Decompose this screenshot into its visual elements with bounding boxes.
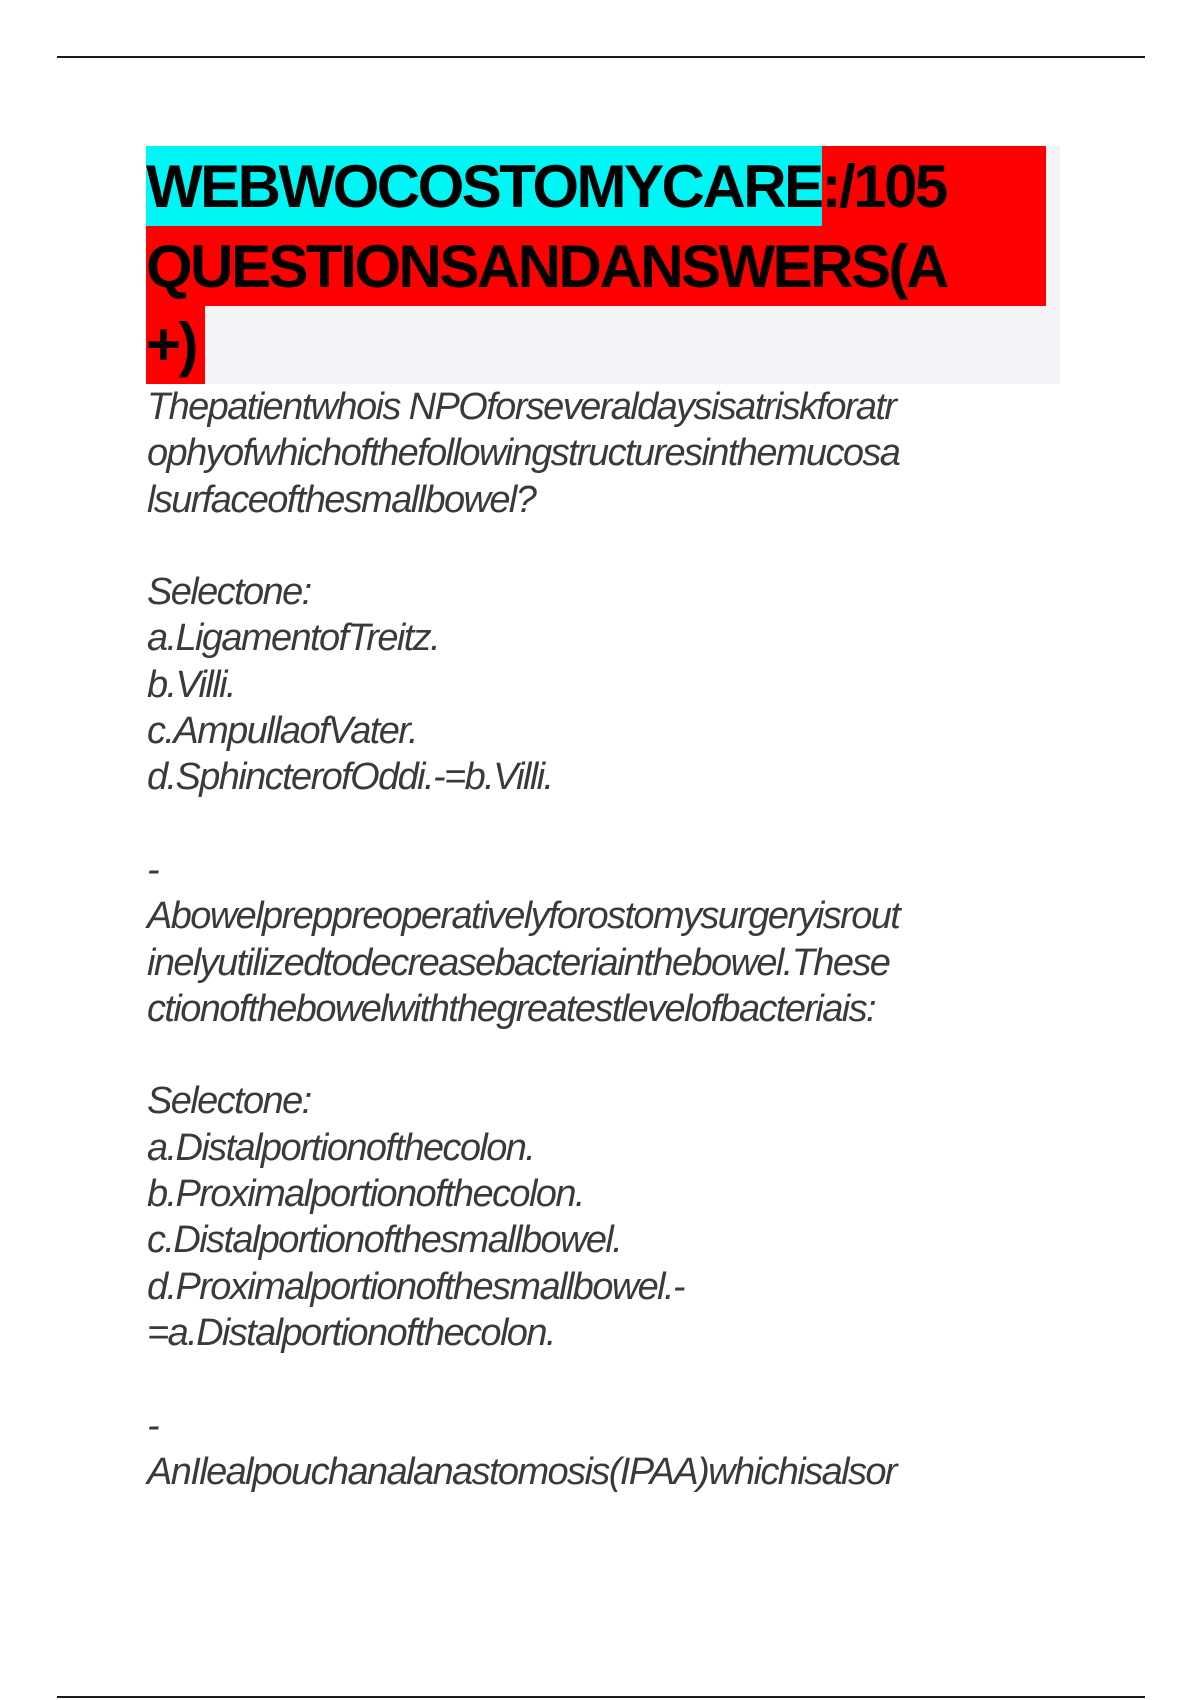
question-separator: - [147,848,159,891]
question-prompt-line: ophyofwhichofthefollowingstructuresinthemucosa [147,432,900,475]
question-prompt-line: Abowelpreppreoperativelyforostomysurgeryisrout [147,895,900,938]
question-3 [147,1403,1067,1496]
option-line: c.AmpullaofVater. [147,710,417,753]
title-highlight-cyan: WEBWOCOSTOMYCARE [146,146,822,226]
question-prompt-line: ctionofthebowelwiththegreatestlevelofbacteriais: [147,987,876,1030]
option-line: b.Villi. [147,663,235,706]
question-prompt-line: lsurfaceofthesmallbowel? [147,478,536,521]
option-line: d.Proximalportionofthesmallbowel.- [147,1265,684,1308]
select-label: Selectone: [147,1080,311,1123]
questions-body [147,384,1067,1495]
header-rule [57,56,1145,58]
select-label: Selectone: [147,571,311,614]
option-line: b.Proximalportionofthecolon. [147,1173,584,1216]
option-line: a.Distalportionofthecolon. [147,1126,535,1169]
question-1 [147,384,1067,801]
title-line-1 [146,146,1046,226]
footer-rule [57,1696,1145,1698]
question-2 [147,847,1067,1356]
answer-line: =a.Distalportionofthecolon. [147,1311,555,1354]
question-prompt-line: Thepatientwhois NPOforseveraldaysisatriskforatr [147,386,896,428]
title-line-2: QUESTIONSANDANSWERS(A [146,226,1046,306]
title-line-3: +) [146,304,205,384]
question-prompt-line: AnIlealpouchanalanastomosis(IPAA)whichisalsor [147,1450,896,1493]
option-line: c.Distalportionofthesmallbowel. [147,1219,622,1262]
option-line-with-answer: d.SphincterofOddi.-=b.Villi. [147,756,553,799]
document-title [146,146,1060,384]
option-line: a.LigamentofTreitz. [147,617,440,660]
question-prompt-line: inelyutilizedtodecreasebacteriainthebowel.These [147,941,890,984]
question-separator: - [147,1404,159,1447]
title-highlight-red: :/105 [822,146,1046,226]
